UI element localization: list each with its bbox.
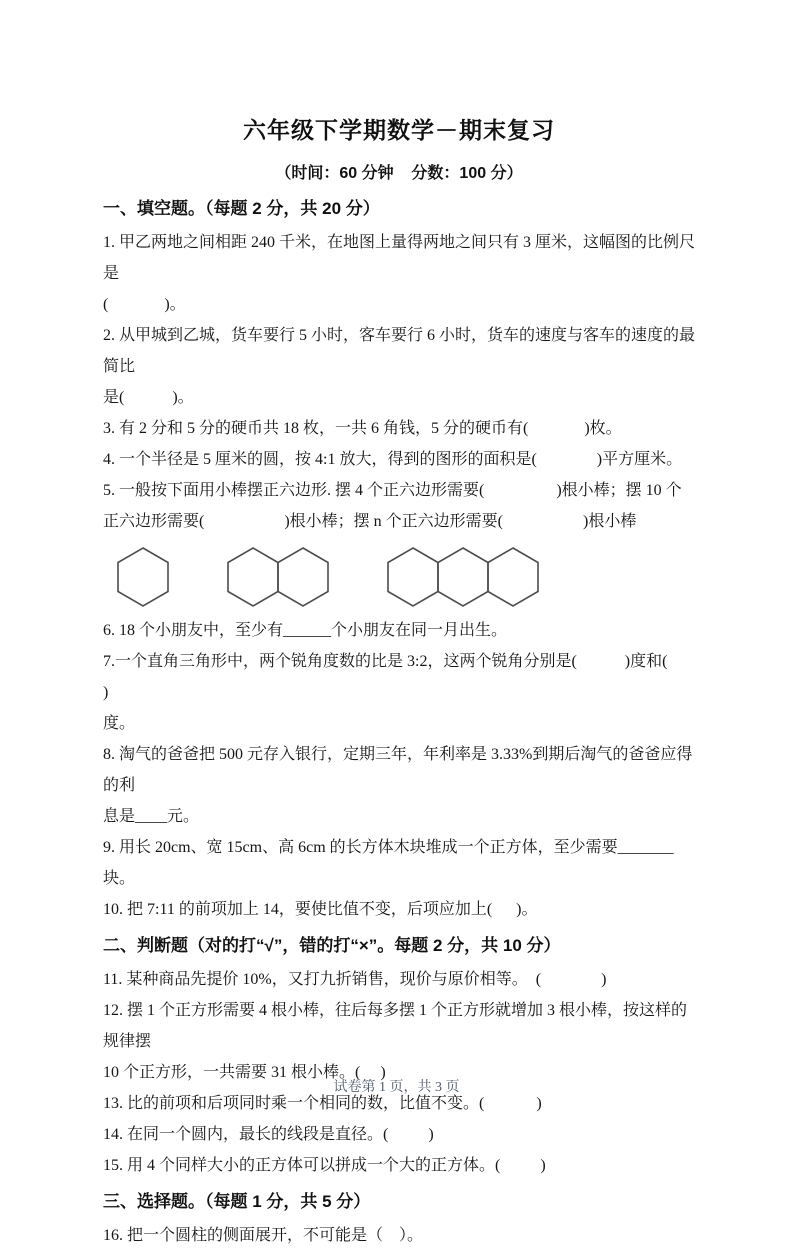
hexagon-group-3-icon: [387, 547, 539, 607]
question-8-line-1: 8. 淘气的爸爸把 500 元存入银行，定期三年，年利率是 3.33%到期后淘气的爸爸应得的利: [103, 746, 693, 794]
question-7-line-1: 7.一个直角三角形中，两个锐角度数的比是 3:2，这两个锐角分别是( )度和( ): [103, 653, 700, 701]
question-13-line-1: 13. 比的前项和后项同时乘一个相同的数，比值不变。( ): [103, 1095, 542, 1112]
page-title: 六年级下学期数学－期末复习: [243, 117, 555, 143]
question-10-line-1: 10. 把 7:11 的前项加上 14，要使比值不变，后项应加上( )。: [103, 901, 538, 918]
section-1-heading: 一、填空题。（每题 2 分，共 20 分）: [103, 199, 380, 218]
question-16-line-1: 16. 把一个圆柱的侧面展开，不可能是（ ）。: [103, 1227, 424, 1244]
page-footer: 试卷第 1 页，共 3 页: [333, 1080, 460, 1095]
question-7-line-2: 度。: [103, 715, 136, 732]
hexagon-group-2-icon: [227, 547, 329, 607]
question-6-line-1: 6. 18 个小朋友中，至少有______个小朋友在同一月出生。: [103, 622, 508, 639]
section-3-heading: 三、选择题。（每题 1 分，共 5 分）: [103, 1192, 371, 1211]
question-1-line-2: ( )。: [103, 296, 186, 313]
question-5-line-1: 5. 一般按下面用小棒摆正六边形. 摆 4 个正六边形需要( )根小棒；摆 10 个: [103, 482, 682, 499]
question-8-line-2: 息是____元。: [103, 808, 200, 825]
question-14-line-1: 14. 在同一个圆内，最长的线段是直径。( ): [103, 1126, 434, 1143]
hexagon-figure: [117, 545, 695, 609]
question-9-line-1: 9. 用长 20cm、宽 15cm、高 6cm 的长方体木块堆成一个正方体，至少需要_______块。: [103, 839, 674, 887]
hexagon-group-1-icon: [117, 547, 169, 607]
exam-meta: （时间：60 分钟 分数：100 分）: [275, 165, 523, 182]
question-3-line-1: 3. 有 2 分和 5 分的硬币共 18 枚，一共 6 角钱，5 分的硬币有( )枚。: [103, 420, 622, 437]
question-2-line-2: 是( )。: [103, 389, 194, 406]
question-2-line-1: 2. 从甲城到乙城，货车要行 5 小时，客车要行 6 小时，货车的速度与客车的速度的最简比: [103, 327, 696, 375]
question-12-line-2: 10 个正方形，一共需要 31 根小棒。( ): [103, 1064, 386, 1081]
question-15-line-1: 15. 用 4 个同样大小的正方体可以拼成一个大的正方体。( ): [103, 1157, 546, 1174]
section-2-heading: 二、判断题（对的打“√”，错的打“×”。每题 2 分，共 10 分）: [103, 936, 561, 955]
question-4-line-1: 4. 一个半径是 5 厘米的圆，按 4:1 放大，得到的图形的面积是( )平方厘米。: [103, 451, 683, 468]
question-11-line-1: 11. 某种商品先提价 10%，又打九折销售，现价与原价相等。 ( ): [103, 971, 607, 988]
question-12-line-1: 12. 摆 1 个正方形需要 4 根小棒，往后每多摆 1 个正方形就增加 3 根小棒，按这样的规律摆: [103, 1002, 688, 1050]
question-1-line-1: 1. 甲乙两地之间相距 240 千米，在地图上量得两地之间只有 3 厘米，这幅图的比例尺是: [103, 234, 696, 282]
question-5-line-2: 正六边形需要( )根小棒；摆 n 个正六边形需要( )根小棒: [103, 513, 637, 530]
